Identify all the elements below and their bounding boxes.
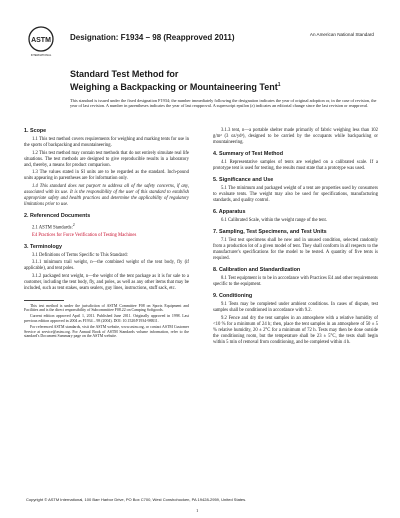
org-label: An American National Standard [309,32,374,37]
copyright-footer: Copyright © ASTM International, 100 Barr Harbor Drive, PO Box C700, West Conshohocken, PA 19428-2959, United States. [26,497,247,502]
section-heading-conditioning: 9. Conditioning [213,293,253,299]
para-9-1: 9.1 Tests may be completed under ambient conditions. In cases of dispute, test samples shall be conditioned in accordance with 9.2. [213,302,378,313]
section-heading-summary: 4. Summary of Test Method [213,151,283,157]
section-heading-sampling: 7. Sampling, Test Specimens, and Test Units [213,229,327,235]
title-line-2: Weighing a Backpacking or Mountaineering Tent$^1$ [70,82,281,92]
para-9-2: 9.2 Fence and dry the tent samples in an atmosphere with a relative humidity of <10 % for a minimum of 24 h; then, place the tent samples in an atmosphere of 50 ± 5 % relative humidity, 20 ± 2°C for a minimum of 72 h. Tests may then be done outside the conditioning room, but the temperature shall be 23 ± 5°C, the tests shall begin within 5 min of removal from conditioning, and be completed within 4 h. [213,315,378,345]
issue-notice: This standard is issued under the fixed designation F1934; the number immediately following the designation indicates the year of original adoption or, in the case of revision, the year of last revision. A number in parentheses indicates the year of last reapproval. A superscript epsilon (ε) indicates an editorial change since the last revision or reapproval. [70,98,377,109]
para-1-1: 1.1 This test method covers requirements for weighing and marking tents for use in the sports of backpacking and mountaineering. [24,137,189,148]
para-1-4: 1.4 This standard does not purport to address all of the safety concerns, if any, associated with its use. It is the responsibility of the user of this standard to establish appropriate safety and health practices and determine the applicability of regulatory limitations prior to use. [24,183,189,207]
para-1-2: 1.2 This test method may contain test methods that do not entirely simulate real life situations. The test methods are designed to give reproducible results in a laboratory and, thereby, a means for product comparison. [24,150,189,168]
footnote-1b: Current edition approved April 1, 2011. Published June 2011. Originally approved in 1998. Last previous edition approved in 2004 as F1934 – 98 (2004). DOI: 10.1520/F1934-98R11. [24,314,189,323]
para-3-1-3: 3.1.3 tent, n—a portable shelter made primarily of fabric weighing less than 102 g/m² (3 oz/yd²), designed to be carried by the occupants while backpacking or mountaineering. [213,128,378,145]
para-3-1: 3.1 Definitions of Terms Specific to This Standard: [32,252,128,258]
section-heading-apparatus: 6. Apparatus [213,209,246,215]
section-heading-scope: 1. Scope [24,128,47,134]
astm-logo-icon [26,26,56,58]
section-heading-significance: 5. Significance and Use [213,177,274,183]
para-3-1-2: 3.1.2 packaged tent weight, n—the weight of the tent package as it is for sale to a customer, including the tent body, fly, and poles, as well as any other items that may be included, such as tent stakes, seam sealers, guy lines, instructions, stuff sack, etc. [24,273,189,291]
para-6-1: 6.1 Calibrated Scale, within the weight range of the tent. [221,218,327,223]
svg-text:INTERNATIONAL: INTERNATIONAL [30,54,52,57]
para-7-1: 7.1 Test test specimens shall be new and in unused condition, selected randomly from a production lot of a given model of tent. They shall conform in all respects to the manufacturer's specifications for the model to be tested. A quantity of five tents is required. [213,238,378,261]
title-line-1: Standard Test Method for [70,69,179,79]
footnote-1: This test method is under the jurisdiction of ASTM Committee F08 on Sports Equipment and Facilities and is the direct responsibility of Subcommittee F08.22 on Camping Softgoods. [24,303,189,313]
para-5-1: 5.1 The minimum and packaged weight of a tent are properties used by consumers to evaluate tents. The weight may also be used for specifications, manufacturing standards, and quality control. [213,186,378,203]
footnote-2: For referenced ASTM standards, visit the ASTM website, www.astm.org, or contact ASTM Customer Service at service@astm.org. For Annual Book of ASTM Standards volume information, refer to the standard's Document Summary page on the ASTM website. [24,324,189,339]
ref-e4-link[interactable]: E4 Practices for Force Verification of Testing Machines [32,232,137,238]
page-number: 1 [196,508,199,513]
para-1-3: 1.3 The values stated in SI units are to be regarded as the standard. Inch-pound units appearing in parentheses are for information only. [24,170,189,181]
svg-text:ASTM: ASTM [31,37,51,44]
para-2-1: 2.1 ASTM Standards:$^2$ [32,222,75,231]
footnote-divider [24,300,64,301]
section-heading-referenced-documents: 2. Referenced Documents [24,212,91,219]
left-column [24,128,189,340]
designation: Designation: F1934 – 98 (Reapproved 2011) [70,33,235,42]
document-title [70,69,280,93]
para-4-1: 4.1 Representative samples of tents are weighed on a calibrated scale. If a prototype tent is used for testing, the results must state that a prototype was used. [213,160,378,171]
section-heading-calibration: 8. Calibration and Standardization [213,267,301,273]
para-3-1-1: 3.1.1 minimum trail weight, n—the combined weight of the tent body, fly (if applicable), and tent poles. [24,260,189,272]
right-column [213,128,378,347]
para-8-1: 8.1 Test equipment is to be in accordance with Practices E4 and other requirements specific to the equipment. [213,276,378,287]
section-heading-terminology: 3. Terminology [24,243,62,250]
